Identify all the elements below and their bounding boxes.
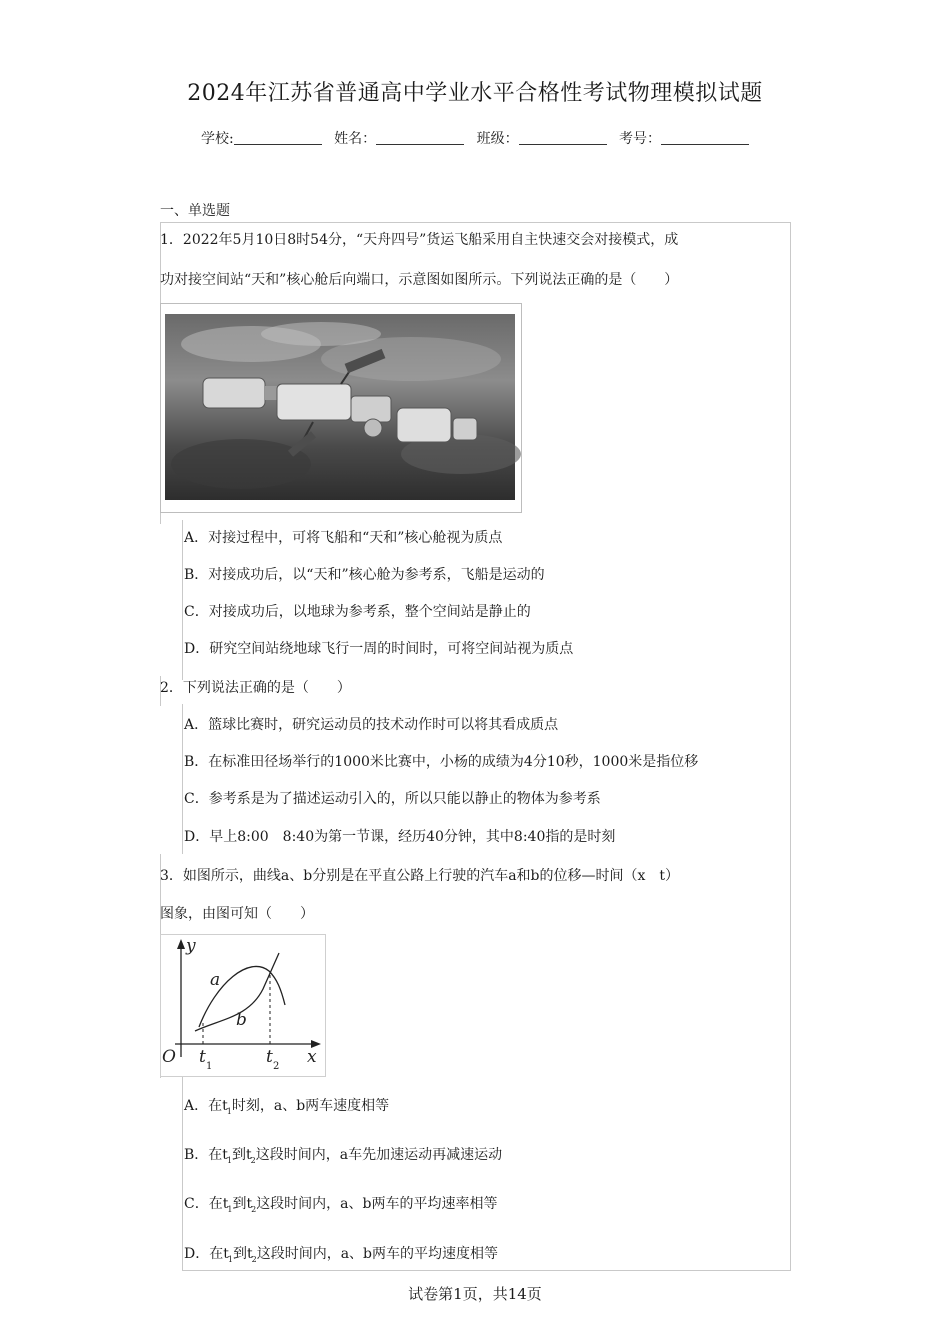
t2-label: t	[266, 1047, 273, 1067]
t1-subscript: 1	[206, 1061, 213, 1072]
q3a-t1: $t_1$	[222, 1098, 232, 1116]
school-blank[interactable]	[234, 130, 322, 145]
page-footer: 试卷第1页，共14页	[408, 1285, 542, 1303]
q1-option-d[interactable]: D．研究空间站绕地球飞行一周的时间时，可将空间站视为质点	[184, 641, 574, 657]
exam-number-blank[interactable]	[661, 130, 749, 145]
class-blank[interactable]	[519, 130, 607, 145]
q3d-text: 这段时间内，a、b两车的平均速度相等	[256, 1246, 499, 1262]
curve-b-label: b	[236, 1010, 247, 1030]
q3c-to: 到	[232, 1196, 247, 1212]
frame-bottom	[182, 1270, 790, 1271]
q3d-t2: $t_2$	[246, 1246, 257, 1264]
class-label: 班级：	[476, 131, 519, 147]
q3c-prefix: C．在	[184, 1196, 223, 1212]
q3d-prefix: D．在	[184, 1246, 224, 1262]
q2-option-a[interactable]: A．篮球比赛时，研究运动员的技术动作时可以将其看成质点	[184, 717, 559, 733]
q1-option-a[interactable]: A．对接过程中，可将飞船和“天和”核心舱视为质点	[184, 530, 503, 546]
q3-option-d[interactable]	[184, 1243, 498, 1264]
frame-left-q1-options	[182, 520, 183, 680]
q3-stem-line1: 3．如图所示，曲线a、b分别是在平直公路上行驶的汽车a和b的位移—时间（x t）	[160, 868, 680, 884]
x-axis-label: x	[307, 1047, 317, 1067]
q3b-text: 这段时间内，a车先加速运动再减速运动	[255, 1147, 503, 1163]
name-label: 姓名：	[334, 131, 377, 147]
q1-stem-line2: 功对接空间站“天和”核心舱后向端口，示意图如图所示。下列说法正确的是（ ）	[160, 272, 679, 288]
q3c-t1: $t_1$	[222, 1196, 233, 1214]
q2-option-c[interactable]: C．参考系是为了描述运动引入的，所以只能以静止的物体为参考系	[184, 791, 601, 807]
y-axis-label: y	[186, 936, 196, 956]
q1-option-c[interactable]: C．对接成功后，以地球为参考系，整个空间站是静止的	[184, 604, 531, 620]
q3c-t2: $t_2$	[246, 1196, 257, 1214]
curve-a-label: a	[210, 970, 221, 990]
q3-option-c[interactable]	[184, 1193, 498, 1214]
q3-option-a[interactable]	[184, 1095, 389, 1116]
name-blank[interactable]	[376, 130, 464, 145]
q3b-t1: $t_1$	[222, 1147, 233, 1165]
q3c-text: 这段时间内，a、b两车的平均速率相等	[256, 1196, 498, 1212]
q3d-to: 到	[232, 1246, 247, 1262]
school-label: 学校:	[200, 131, 234, 147]
q3b-to: 到	[232, 1147, 247, 1163]
q3d-t1: $t_1$	[223, 1246, 233, 1264]
exam-number-label: 考号：	[619, 131, 662, 147]
q3a-text: 时刻，a、b两车速度相等	[231, 1098, 390, 1114]
t1-label: t	[199, 1047, 206, 1067]
q3b-prefix: B．在	[184, 1147, 223, 1163]
section-heading: 一、单选题	[160, 203, 230, 219]
q2-stem: 2．下列说法正确的是（ ）	[160, 680, 351, 696]
q3b-t2: $t_2$	[246, 1147, 256, 1165]
frame-left-q2-options	[182, 704, 183, 854]
space-station-photo	[160, 303, 522, 513]
exam-title: 2024年江苏省普通高中学业水平合格性考试物理模拟试题	[187, 81, 763, 106]
q1-option-b[interactable]: B．对接成功后，以“天和”核心舱为参考系，飞船是运动的	[184, 567, 545, 583]
q3a-prefix: A．在	[184, 1098, 223, 1114]
q3-option-b[interactable]	[184, 1144, 502, 1165]
q1-stem-line1: 1．2022年5月10日8时54分，“天舟四号”货运飞船采用自主快速交会对接模式，成	[160, 232, 679, 248]
origin-label: O	[162, 1047, 176, 1067]
q3-stem-line2: 图象，由图可知（ ）	[160, 906, 314, 922]
q2-option-b[interactable]: B．在标准田径场举行的1000米比赛中，小杨的成绩为4分10秒，1000米是指位移	[184, 754, 699, 770]
t2-subscript: 2	[273, 1061, 280, 1072]
y-axis-arrow	[177, 939, 185, 949]
q2-option-d[interactable]: D．早上8:00 8:40为第一节课，经历40分钟，其中8:40指的是时刻	[184, 829, 616, 845]
position-time-graph	[160, 934, 326, 1077]
frame-left-q3-options	[182, 1076, 183, 1270]
student-info-row	[0, 128, 950, 148]
